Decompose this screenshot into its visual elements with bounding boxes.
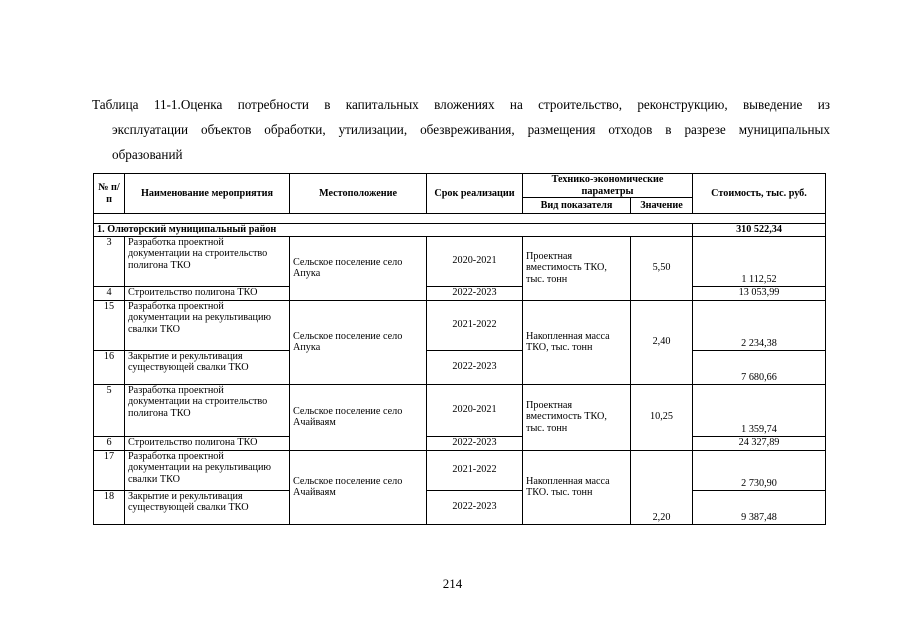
row-period: 2020-2021 bbox=[427, 236, 523, 286]
header-indicator: Вид показателя bbox=[523, 198, 631, 214]
row-name: Строительство полигона ТКО bbox=[125, 286, 290, 300]
row-indicator: Проектная вместимость ТКО, тыс. тонн bbox=[523, 384, 631, 450]
row-period: 2022-2023 bbox=[427, 490, 523, 524]
row-cost: 7 680,66 bbox=[693, 350, 826, 384]
row-num: 5 bbox=[94, 384, 125, 436]
row-num: 16 bbox=[94, 350, 125, 384]
row-num: 3 bbox=[94, 236, 125, 286]
row-period: 2020-2021 bbox=[427, 384, 523, 436]
row-name: Закрытие и рекультивация существующей свалки ТКО bbox=[125, 350, 290, 384]
row-num: 6 bbox=[94, 436, 125, 450]
row-name: Разработка проектной документации на рекультивацию свалки ТКО bbox=[125, 300, 290, 350]
row-name: Разработка проектной документации на рекультивацию свалки ТКО bbox=[125, 450, 290, 490]
row-period: 2021-2022 bbox=[427, 300, 523, 350]
row-cost: 2 730,90 bbox=[693, 450, 826, 490]
row-location: Сельское поселение село Апука bbox=[290, 300, 427, 384]
row-value: 2,20 bbox=[631, 450, 693, 524]
row-period: 2022-2023 bbox=[427, 436, 523, 450]
row-cost: 24 327,89 bbox=[693, 436, 826, 450]
row-cost: 13 053,99 bbox=[693, 286, 826, 300]
caption-line-2: эксплуатации объектов обработки, утилизации, обезвреживания, размещения отходов в разрезе муниципальных bbox=[112, 122, 830, 137]
header-value: Значение bbox=[631, 198, 693, 214]
row-cost: 2 234,38 bbox=[693, 300, 826, 350]
row-indicator: Накопленная масса ТКО, тыс. тонн bbox=[523, 300, 631, 384]
row-name: Разработка проектной документации на строительство полигона ТКО bbox=[125, 236, 290, 286]
row-period: 2022-2023 bbox=[427, 350, 523, 384]
row-cost: 1 112,52 bbox=[693, 236, 826, 286]
header-num: № п/п bbox=[94, 174, 125, 214]
row-period: 2021-2022 bbox=[427, 450, 523, 490]
row-cost: 1 359,74 bbox=[693, 384, 826, 436]
row-name: Строительство полигона ТКО bbox=[125, 436, 290, 450]
header-tech-params: Технико-экономические параметры bbox=[523, 174, 693, 198]
row-num: 18 bbox=[94, 490, 125, 524]
row-indicator: Проектная вместимость ТКО, тыс. тонн bbox=[523, 236, 631, 300]
investment-table bbox=[93, 173, 826, 525]
section-title: 1. Олюторский муниципальный район bbox=[94, 224, 693, 237]
row-name: Закрытие и рекультивация существующей свалки ТКО bbox=[125, 490, 290, 524]
row-num: 17 bbox=[94, 450, 125, 490]
header-cost: Стоимость, тыс. руб. bbox=[693, 174, 826, 214]
row-location: Сельское поселение село Ачайваям bbox=[290, 450, 427, 524]
row-value: 2,40 bbox=[631, 300, 693, 384]
row-num: 15 bbox=[94, 300, 125, 350]
header-period: Срок реализации bbox=[427, 174, 523, 214]
row-value: 10,25 bbox=[631, 384, 693, 450]
header-name: Наименование мероприятия bbox=[125, 174, 290, 214]
row-name: Разработка проектной документации на строительство полигона ТКО bbox=[125, 384, 290, 436]
row-cost: 9 387,48 bbox=[693, 490, 826, 524]
page-number: 214 bbox=[442, 576, 463, 591]
table-caption bbox=[92, 92, 830, 167]
row-value: 5,50 bbox=[631, 236, 693, 300]
row-location: Сельское поселение село Апука bbox=[290, 236, 427, 300]
caption-line-1: Таблица 11-1.Оценка потребности в капитальных вложениях на строительство, реконструкцию, выведение из bbox=[92, 97, 830, 112]
row-period: 2022-2023 bbox=[427, 286, 523, 300]
section-total: 310 522,34 bbox=[693, 224, 826, 237]
row-num: 4 bbox=[94, 286, 125, 300]
row-indicator: Накопленная масса ТКО. тыс. тонн bbox=[523, 450, 631, 524]
row-location: Сельское поселение село Ачайваям bbox=[290, 384, 427, 450]
caption-line-3: образований bbox=[112, 147, 183, 162]
header-location: Местоположение bbox=[290, 174, 427, 214]
spacer-row bbox=[94, 214, 826, 224]
